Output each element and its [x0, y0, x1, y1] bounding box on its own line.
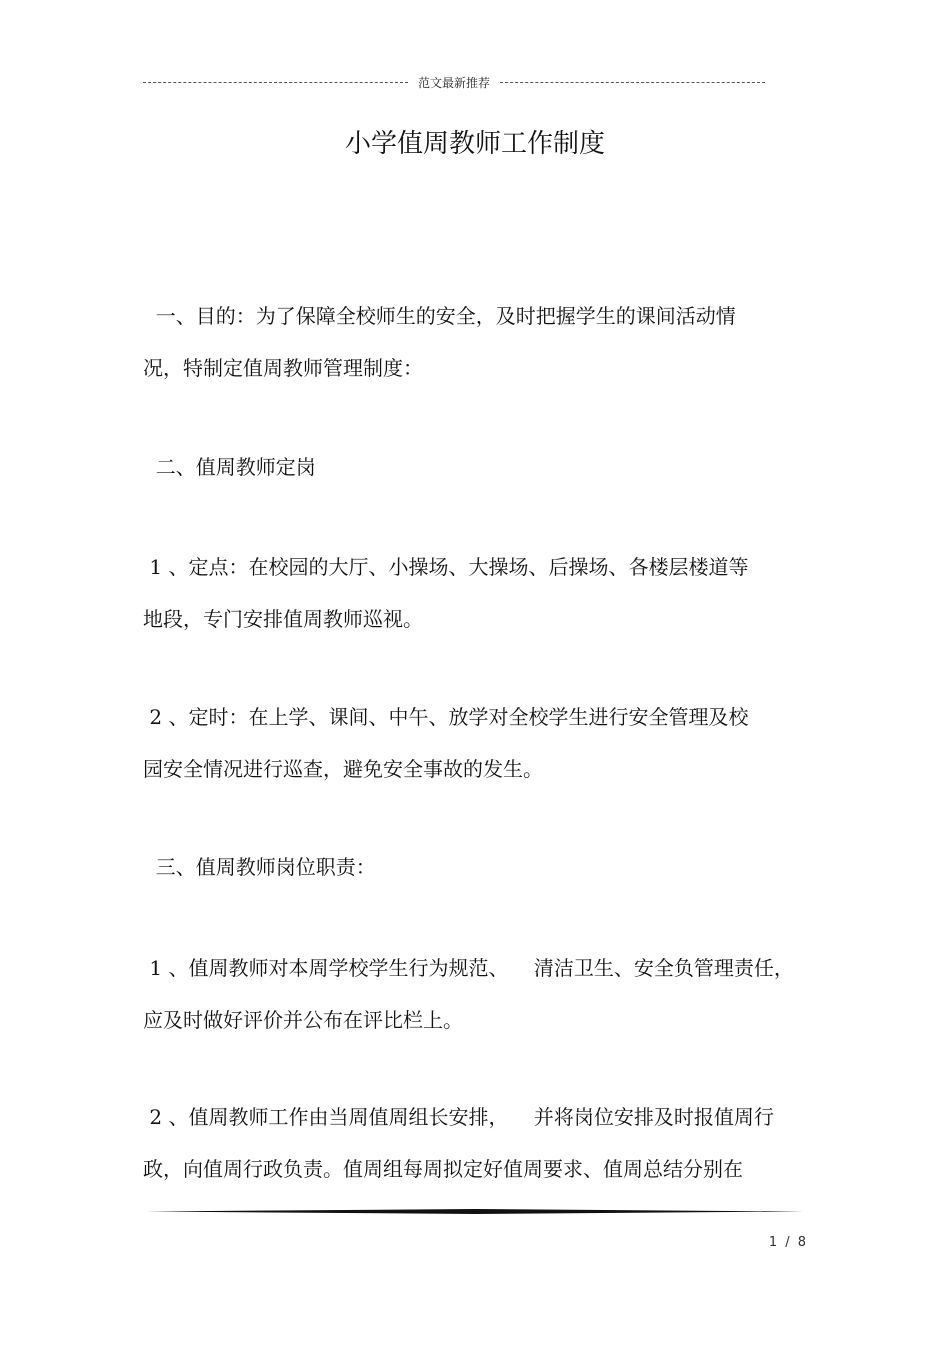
paragraph-line: 一、目的：为了保障全校师生的安全，及时把握学生的课间活动情 [143, 304, 736, 328]
paragraph-duty-one [143, 942, 798, 1046]
paragraph-duty-two [143, 1091, 798, 1195]
paragraph-line: 2 、值周教师工作由当周值周组长安排， 并将岗位安排及时报值周行 [143, 1105, 774, 1129]
paragraph-line: 应及时做好评价并公布在评比栏上。 [143, 1008, 463, 1032]
header-right-dashes [500, 82, 765, 83]
paragraph-line: 2 、定时：在上学、课间、中午、放学对全校学生进行安全管理及校 [143, 705, 749, 729]
header-text: 范文最新推荐 [418, 75, 491, 90]
document-title: 小学值周教师工作制度 [344, 129, 605, 159]
paragraph-line: 政，向值周行政负责。值周组每周拟定好值周要求、值周总结分别在 [143, 1157, 743, 1181]
paragraph-line: 三、值周教师岗位职责： [143, 855, 376, 879]
paragraph-timing [143, 691, 798, 795]
paragraph-line: 二、值周教师定岗 [143, 455, 316, 479]
page-header [143, 72, 765, 92]
heading-section-two [143, 441, 798, 493]
paragraph-location [143, 541, 798, 645]
paragraph-line: 园安全情况进行巡查，避免安全事故的发生。 [143, 757, 543, 781]
paragraph-purpose [143, 290, 798, 394]
page-number: 1 / 8 [768, 1235, 808, 1250]
paragraph-line: 地段，专门安排值周教师巡视。 [143, 607, 423, 631]
footer-rule [146, 1209, 804, 1214]
heading-section-three [143, 841, 798, 893]
header-left-dashes [143, 82, 408, 83]
paragraph-line: 1 、值周教师对本周学校学生行为规范、 清洁卫生、安全负管理责任， [143, 956, 794, 980]
paragraph-line: 况，特制定值周教师管理制度： [143, 356, 423, 380]
paragraph-line: 1 、定点：在校园的大厅、小操场、大操场、后操场、各楼层楼道等 [143, 555, 749, 579]
